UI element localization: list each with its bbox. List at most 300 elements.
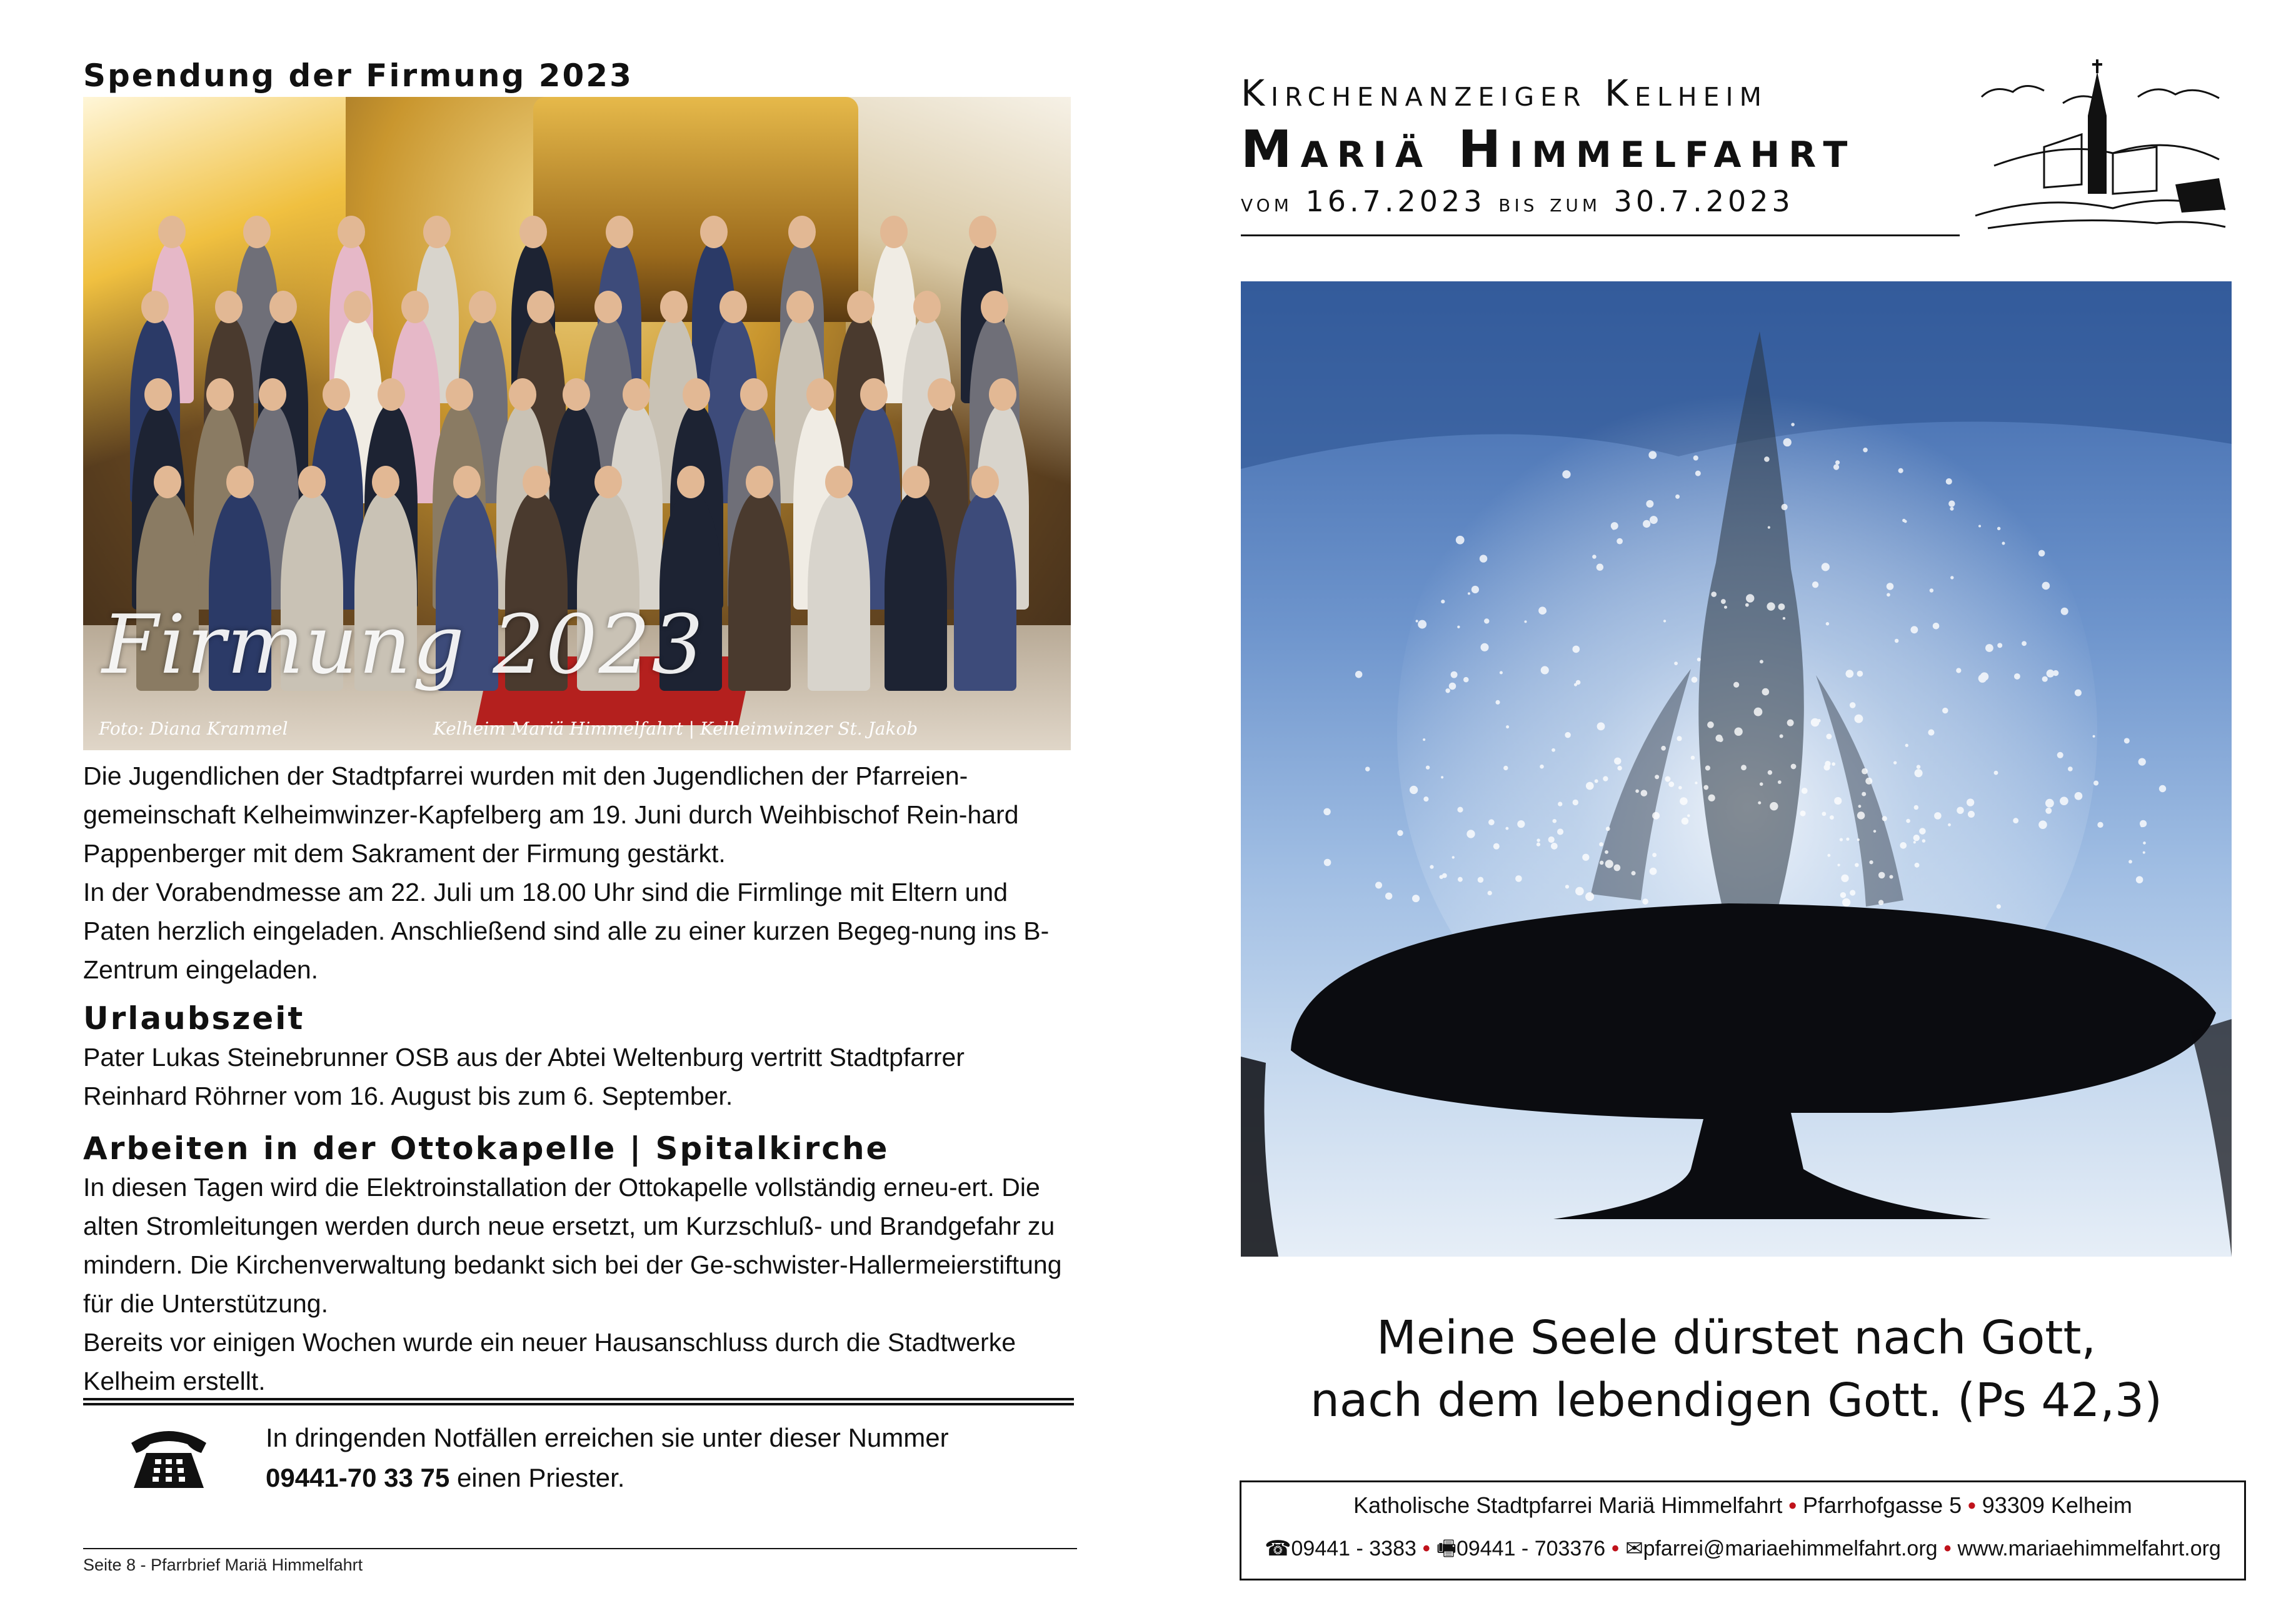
- water-droplet: [1668, 781, 1674, 787]
- photo-person-head: [971, 466, 999, 498]
- water-droplet: [1833, 465, 1839, 470]
- water-droplet: [1878, 872, 1885, 879]
- water-droplet: [1648, 451, 1657, 459]
- water-droplet: [2057, 752, 2063, 758]
- water-droplet: [1887, 583, 1894, 590]
- water-droplet: [1791, 764, 1797, 770]
- water-droplet: [1478, 877, 1483, 882]
- water-droplet: [1915, 863, 1920, 868]
- water-droplet: [1711, 591, 1717, 597]
- water-droplet: [1466, 830, 1475, 838]
- photo-person-head: [683, 378, 710, 411]
- water-droplet: [1857, 838, 1860, 841]
- firmung-group-photo: [83, 97, 1071, 750]
- water-droplet: [2093, 780, 2098, 785]
- water-droplet: [1835, 460, 1840, 465]
- separator-dot: •: [1943, 1537, 1952, 1560]
- photo-person-head: [788, 216, 816, 248]
- water-droplet: [1733, 682, 1739, 688]
- water-droplet: [1457, 807, 1463, 813]
- water-droplet: [1857, 811, 1865, 819]
- separator-dot: •: [1968, 1492, 1976, 1518]
- water-droplet: [1655, 775, 1659, 779]
- water-droplet: [1978, 525, 1981, 527]
- water-droplet: [1791, 423, 1795, 426]
- contact-web[interactable]: www.mariaehimmelfahrt.org: [1957, 1537, 2221, 1560]
- photo-person-head: [446, 378, 473, 411]
- photo-person-head: [158, 216, 186, 248]
- water-droplet: [1922, 839, 1926, 843]
- water-droplet: [1441, 776, 1443, 778]
- ottokapelle-text: [83, 1168, 1071, 1400]
- photo-person-silhouette: [954, 491, 1016, 691]
- masthead-rule: [1241, 234, 1960, 236]
- photo-person-head: [453, 466, 481, 498]
- water-droplet: [1782, 504, 1788, 510]
- photo-credit: Foto: Diana Krammel: [99, 718, 288, 739]
- water-droplet: [1375, 882, 1382, 888]
- water-droplet: [1997, 643, 2002, 648]
- water-droplet: [1457, 626, 1460, 628]
- parish-name: Katholische Stadtpfarrei Mariä Himmelfahrt: [1353, 1492, 1783, 1518]
- water-droplet: [1471, 586, 1479, 593]
- footer-rule: [83, 1548, 1077, 1549]
- water-droplet: [1715, 735, 1722, 741]
- water-droplet: [1385, 893, 1392, 900]
- water-droplet: [1906, 819, 1910, 823]
- email-icon: ✉: [1625, 1537, 1643, 1560]
- water-droplet: [1452, 856, 1455, 858]
- water-droplet: [1846, 838, 1849, 841]
- emergency-line-2: [266, 1458, 1066, 1498]
- water-droplet: [1762, 688, 1770, 696]
- water-droplet: [1893, 761, 1897, 764]
- water-droplet: [1677, 736, 1682, 741]
- water-droplet: [1606, 827, 1610, 831]
- photo-person-head: [928, 378, 955, 411]
- water-droplet: [1562, 470, 1570, 478]
- water-droplet: [2124, 738, 2130, 743]
- water-droplet: [2128, 860, 2132, 863]
- water-droplet: [1741, 765, 1747, 770]
- ottokapelle-paragraph-2: Bereits vor einigen Wochen wurde ein neuer Hausanschluss durch die Stadtwerke Kelheim erstellt.: [83, 1328, 1016, 1395]
- water-droplet: [1862, 792, 1866, 796]
- photo-person-head: [259, 378, 286, 411]
- water-droplet: [1355, 671, 1363, 678]
- water-droplet: [1506, 725, 1509, 728]
- photo-overlay-title: Firmung 2023: [102, 597, 705, 692]
- water-droplet: [1703, 785, 1708, 790]
- water-droplet: [1817, 719, 1820, 722]
- water-droplet: [1857, 671, 1863, 677]
- photo-person-head: [786, 291, 814, 323]
- water-droplet: [2159, 785, 2166, 792]
- water-droplet: [1503, 766, 1508, 770]
- water-droplet: [1948, 501, 1955, 507]
- water-droplet: [1440, 875, 1444, 879]
- photo-person-head: [700, 216, 728, 248]
- quote-line-1: Meine Seele dürstet nach Gott,: [1376, 1311, 2096, 1365]
- photo-person-head: [141, 291, 169, 323]
- water-droplet: [1845, 670, 1853, 678]
- water-droplet: [1858, 805, 1862, 808]
- water-droplet: [1889, 875, 1893, 878]
- water-droplet: [1642, 898, 1648, 905]
- water-droplet: [1746, 594, 1754, 602]
- water-droplet: [1783, 438, 1792, 446]
- water-droplet: [1548, 837, 1555, 843]
- water-droplet: [1652, 853, 1657, 857]
- water-droplet: [1834, 797, 1842, 805]
- water-droplet: [1705, 765, 1710, 770]
- water-droplet: [1412, 895, 1420, 902]
- water-droplet: [1661, 746, 1666, 751]
- separator-dot: •: [1788, 1492, 1797, 1518]
- water-droplet: [1558, 801, 1562, 806]
- photo-person-head: [847, 291, 875, 323]
- water-droplet: [2143, 842, 2146, 845]
- contact-details-line: [1241, 1534, 2244, 1569]
- water-droplet: [2002, 542, 2005, 545]
- photo-person-head: [344, 291, 371, 323]
- photo-person-head: [423, 216, 451, 248]
- water-droplet: [1416, 620, 1418, 622]
- photo-person-head: [806, 378, 834, 411]
- photo-person-silhouette: [728, 491, 791, 691]
- water-droplet: [1841, 875, 1848, 882]
- water-droplet: [1643, 520, 1650, 528]
- water-droplet: [1635, 790, 1639, 793]
- water-droplet: [1850, 702, 1856, 708]
- water-droplet: [1933, 623, 1940, 630]
- section-title-urlaubszeit: Urlaubszeit: [83, 1000, 305, 1037]
- water-droplet: [1754, 708, 1763, 716]
- photo-person-head: [401, 291, 429, 323]
- water-droplet: [1573, 800, 1578, 805]
- water-droplet: [1426, 765, 1430, 769]
- water-droplet: [1882, 816, 1887, 821]
- water-droplet: [1551, 843, 1558, 850]
- photo-person-head: [338, 216, 365, 248]
- water-droplet: [1674, 661, 1678, 665]
- water-droplet: [1441, 600, 1445, 603]
- firmung-paragraph-2: In der Vorabendmesse am 22. Juli um 18.00 Uhr sind die Firmlinge mit Eltern und Paten herzlich eingeladen. Anschließend sind alle zu einer kurzen Begeg-nung ins B-Zentrum eingeladen.: [83, 878, 1050, 984]
- date-mid: bis zum: [1498, 189, 1602, 218]
- water-droplet: [1586, 782, 1594, 790]
- water-droplet: [1445, 688, 1450, 693]
- water-droplet: [1680, 797, 1688, 805]
- water-droplet: [1957, 806, 1963, 813]
- water-droplet: [1515, 875, 1522, 882]
- water-droplet: [1595, 779, 1598, 783]
- water-droplet: [1934, 812, 1942, 820]
- water-droplet: [1493, 843, 1500, 850]
- water-droplet: [1678, 786, 1682, 790]
- urlaubszeit-text: [83, 1038, 1071, 1115]
- water-droplet: [1946, 478, 1952, 485]
- photo-person-head: [509, 378, 536, 411]
- water-droplet: [2140, 824, 2144, 828]
- water-droplet: [1537, 843, 1540, 847]
- water-droplet: [2045, 808, 2052, 814]
- water-droplet: [1365, 766, 1370, 771]
- water-droplet: [1855, 715, 1863, 723]
- telephone-icon: [125, 1419, 213, 1494]
- photo-person-head: [378, 378, 405, 411]
- emergency-line-1: In dringenden Notfällen erreichen sie unter dieser Nummer: [266, 1423, 949, 1452]
- water-droplet: [1557, 828, 1563, 835]
- water-droplet: [1767, 602, 1775, 610]
- photo-person-head: [913, 291, 941, 323]
- water-droplet: [1323, 808, 1330, 815]
- water-droplet: [2045, 799, 2054, 808]
- separator-dot: •: [1422, 1537, 1430, 1560]
- parish-city: 93309 Kelheim: [1982, 1492, 2132, 1518]
- water-droplet: [1968, 811, 1975, 818]
- water-droplet: [2075, 792, 2083, 800]
- water-droplet: [1582, 854, 1589, 861]
- water-droplet: [2042, 676, 2048, 682]
- water-droplet: [1605, 850, 1608, 854]
- water-droplet: [1458, 877, 1463, 882]
- water-droplet: [1902, 519, 1905, 522]
- water-droplet: [1950, 576, 1953, 579]
- photo-person-head: [154, 466, 181, 498]
- water-droplet: [1760, 782, 1763, 786]
- photo-person-head: [981, 291, 1008, 323]
- water-droplet: [2060, 796, 2068, 805]
- photo-person-head: [825, 466, 853, 498]
- photo-person-head: [269, 291, 297, 323]
- church-logo-icon: [1969, 59, 2232, 241]
- water-droplet: [1480, 643, 1488, 651]
- separator-dot: •: [1612, 1537, 1620, 1560]
- water-droplet: [2138, 758, 2146, 765]
- water-droplet: [1430, 865, 1433, 869]
- fountain-photo: [1241, 281, 2232, 1257]
- section-title-ottokapelle: Arbeiten in der Ottokapelle | Spitalkirche: [83, 1130, 890, 1167]
- water-droplet: [1697, 658, 1701, 661]
- water-droplet: [1572, 646, 1580, 653]
- water-droplet: [1878, 900, 1883, 905]
- water-droplet: [1862, 768, 1868, 775]
- water-droplet: [1919, 828, 1926, 835]
- water-droplet: [1840, 838, 1843, 841]
- water-droplet: [1930, 588, 1933, 592]
- photo-person-head: [677, 466, 704, 498]
- water-droplet: [1537, 838, 1540, 842]
- water-droplet: [1708, 795, 1715, 801]
- photo-person-head: [243, 216, 271, 248]
- water-droplet: [1768, 770, 1772, 775]
- water-droplet: [1724, 606, 1727, 609]
- water-droplet: [1745, 603, 1749, 607]
- water-droplet: [1451, 671, 1458, 678]
- water-droplet: [2097, 822, 2103, 828]
- water-droplet: [1687, 814, 1690, 817]
- water-droplet: [1675, 495, 1680, 499]
- photo-person-head: [969, 216, 996, 248]
- water-droplet: [1488, 891, 1492, 895]
- water-droplet: [1980, 672, 1989, 681]
- water-droplet: [1812, 581, 1818, 588]
- water-droplet: [1597, 722, 1605, 730]
- photo-person-head: [989, 378, 1016, 411]
- date-prefix: vom: [1241, 189, 1293, 218]
- water-droplet: [1652, 812, 1660, 820]
- water-droplet: [2061, 608, 2068, 615]
- water-droplet: [1823, 764, 1830, 770]
- water-droplet: [2053, 670, 2058, 676]
- water-droplet: [1565, 732, 1570, 738]
- photo-person-head: [144, 378, 172, 411]
- water-droplet: [1682, 818, 1688, 825]
- water-droplet: [1612, 526, 1615, 530]
- water-droplet: [1783, 617, 1785, 620]
- contact-box: [1240, 1480, 2246, 1580]
- water-droplet: [1758, 801, 1761, 805]
- emergency-number: 09441-70 33 75: [266, 1463, 450, 1492]
- water-droplet: [1997, 527, 2000, 530]
- firmung-paragraph-1: Die Jugendlichen der Stadtpfarrei wurden mit den Jugendlichen der Pfarreien-gemeinschaft Kelheimwinzer-Kapfelberg am 19. Juni durch Weihbischof Rein-hard Pappenberger mit dem Sakrament der Firmung gestärkt.: [83, 761, 1019, 868]
- water-droplet: [1721, 599, 1726, 604]
- water-droplet: [1895, 639, 1898, 643]
- water-droplet: [1837, 863, 1840, 866]
- water-droplet: [1418, 620, 1426, 629]
- water-droplet: [1597, 564, 1603, 571]
- fountain-illustration: [1241, 281, 2232, 1257]
- water-droplet: [1650, 516, 1658, 524]
- water-droplet: [1914, 805, 1918, 810]
- water-droplet: [2075, 690, 2082, 696]
- photo-person-silhouette: [808, 491, 870, 691]
- photo-person-head: [523, 466, 550, 498]
- water-droplet: [1997, 904, 2001, 908]
- water-droplet: [1802, 788, 1808, 794]
- water-droplet: [1500, 671, 1503, 674]
- water-droplet: [1524, 620, 1526, 623]
- water-droplet: [1423, 796, 1428, 801]
- water-droplet: [1488, 819, 1495, 825]
- water-droplet: [1787, 720, 1794, 726]
- photo-person-head: [206, 378, 234, 411]
- emergency-notice: [266, 1418, 1066, 1498]
- photo-person-head: [563, 378, 590, 411]
- photo-person-head: [527, 291, 554, 323]
- date-to: 30.7.2023: [1613, 184, 1794, 218]
- water-droplet: [1905, 744, 1908, 747]
- photo-person-head: [746, 466, 773, 498]
- water-droplet: [1822, 811, 1826, 816]
- water-droplet: [1575, 887, 1584, 896]
- water-droplet: [1410, 786, 1418, 794]
- date-from: 16.7.2023: [1305, 184, 1486, 218]
- water-droplet: [1463, 677, 1469, 683]
- parish-street: Pfarrhofgasse 5: [1802, 1492, 1962, 1518]
- photo-person-head: [902, 466, 930, 498]
- water-droplet: [1768, 526, 1770, 529]
- masthead-line-1: [1241, 72, 1768, 114]
- water-droplet: [1780, 734, 1783, 738]
- psalm-quote: [1241, 1307, 2232, 1432]
- photo-person-silhouette: [885, 491, 947, 691]
- water-droplet: [1456, 536, 1465, 545]
- photo-person-head: [594, 291, 622, 323]
- photo-person-head: [623, 378, 650, 411]
- water-droplet: [1542, 609, 1547, 613]
- photo-person-head: [519, 216, 547, 248]
- water-droplet: [1985, 644, 1993, 652]
- water-droplet: [1552, 819, 1557, 823]
- water-droplet: [2014, 673, 2020, 680]
- water-droplet: [1574, 683, 1577, 686]
- water-droplet: [1540, 765, 1544, 769]
- page-footer: Seite 8 - Pfarrbrief Mariä Himmelfahrt: [83, 1555, 363, 1574]
- water-droplet: [1397, 830, 1403, 837]
- water-droplet: [1484, 618, 1489, 623]
- water-droplet: [1613, 865, 1620, 872]
- water-droplet: [1967, 798, 1974, 806]
- water-droplet: [1617, 766, 1622, 771]
- water-droplet: [1600, 861, 1604, 865]
- photo-person-head: [215, 291, 243, 323]
- water-droplet: [2143, 852, 2145, 854]
- water-droplet: [2022, 641, 2027, 646]
- water-droplet: [1928, 730, 1934, 736]
- water-droplet: [2013, 818, 2018, 823]
- water-droplet: [1692, 676, 1698, 683]
- water-droplet: [1646, 500, 1653, 508]
- water-droplet: [1956, 668, 1961, 673]
- photo-person-head: [880, 216, 908, 248]
- water-droplet: [1764, 456, 1770, 462]
- water-droplet: [1650, 868, 1657, 875]
- urlaubszeit-paragraph: Pater Lukas Steinebrunner OSB aus der Abtei Weltenburg vertritt Stadtpfarrer Reinhard Röhrner vom 16. August bis zum 6. September.: [83, 1043, 965, 1110]
- water-droplet: [1800, 810, 1805, 816]
- water-droplet: [1693, 455, 1698, 460]
- water-droplet: [1663, 620, 1666, 622]
- water-droplet: [1850, 890, 1855, 895]
- photo-person-head: [594, 466, 622, 498]
- water-droplet: [1517, 820, 1525, 828]
- water-droplet: [1449, 683, 1456, 690]
- water-droplet: [1324, 859, 1331, 867]
- water-droplet: [1917, 765, 1920, 768]
- water-droplet: [1734, 728, 1742, 736]
- photo-person-head: [226, 466, 254, 498]
- water-droplet: [1887, 593, 1890, 596]
- water-droplet: [1915, 769, 1923, 777]
- water-droplet: [1695, 471, 1701, 476]
- water-droplet: [1585, 892, 1594, 901]
- water-droplet: [1423, 738, 1425, 741]
- water-droplet: [1592, 555, 1597, 559]
- contact-email[interactable]: pfarrei@mariaehimmelfahrt.org: [1643, 1537, 1938, 1560]
- contact-phone: 09441 - 3383: [1291, 1537, 1416, 1560]
- water-droplet: [1950, 507, 1953, 511]
- quote-line-2: nach dem lebendigen Gott. (Ps 42,3): [1310, 1374, 2162, 1427]
- water-droplet: [1605, 860, 1613, 868]
- water-droplet: [1910, 626, 1918, 633]
- photo-person-head: [323, 378, 350, 411]
- water-droplet: [1614, 758, 1621, 765]
- fax-icon: 🖷: [1436, 1537, 1456, 1560]
- water-droplet: [1900, 842, 1907, 849]
- section-divider: [83, 1398, 1074, 1405]
- water-droplet: [1632, 871, 1636, 875]
- water-droplet: [1505, 827, 1508, 830]
- water-droplet: [1468, 592, 1470, 595]
